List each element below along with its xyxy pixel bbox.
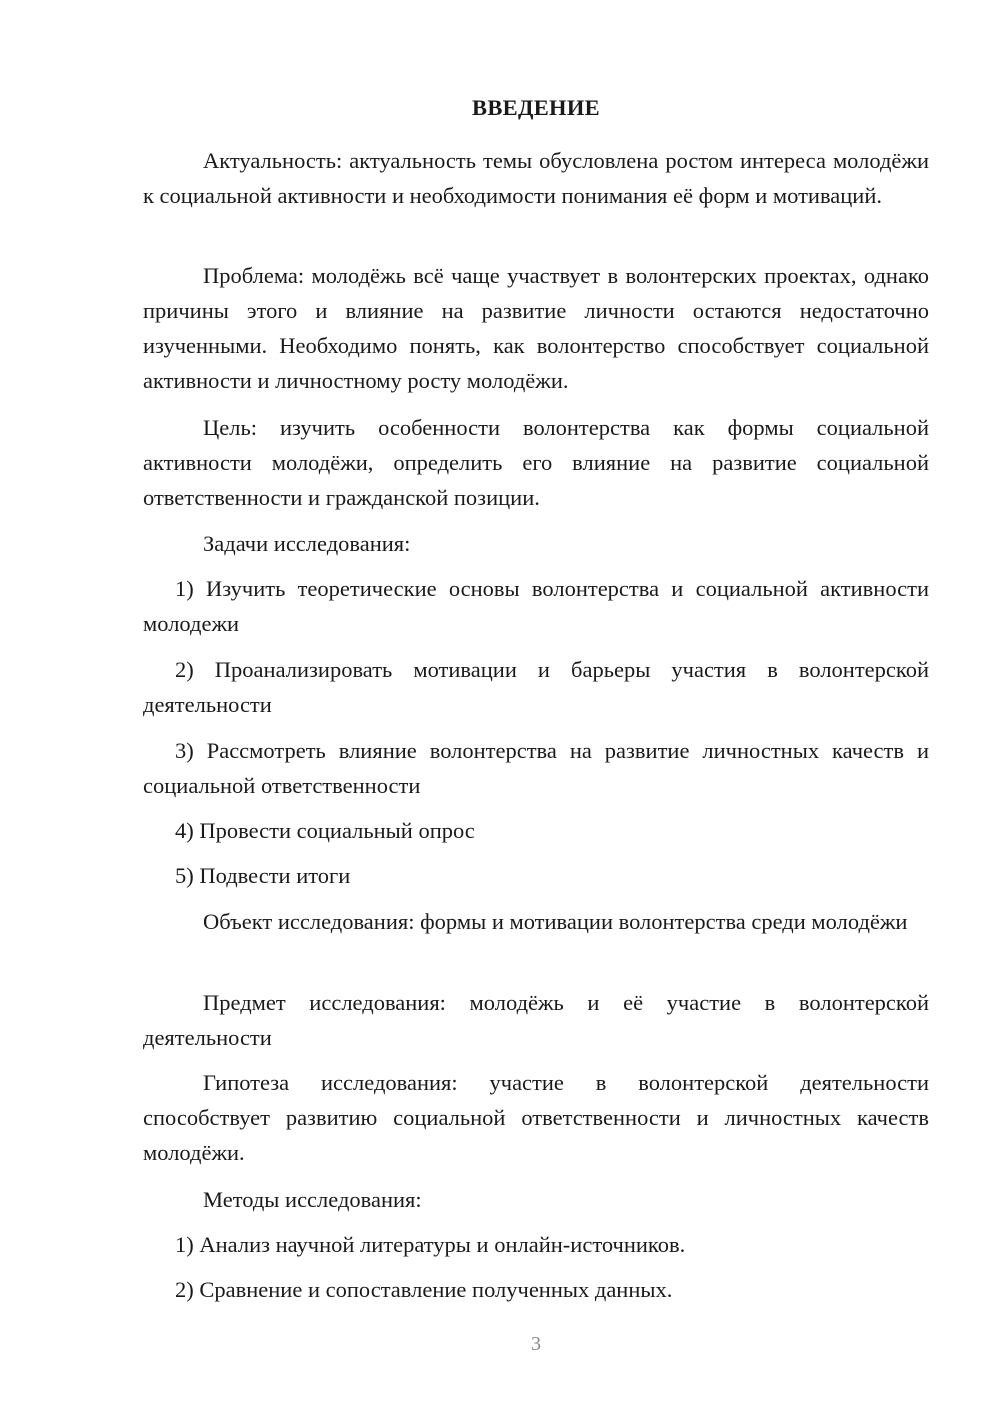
paragraph-relevance: Актуальность: актуальность темы обусловлена ростом интереса молодёжи к социальной активности и необходимости понимания её форм и мотиваций. — [143, 148, 929, 208]
method-item-1: 1) Анализ научной литературы и онлайн-источников. — [175, 1232, 686, 1257]
paragraph-hypothesis: Гипотеза исследования: участие в волонтерской деятельности способствует развитию социальной ответственности и личностных качеств молодёжи. — [143, 1070, 929, 1165]
paragraph-problem: Проблема: молодёжь всё чаще участвует в волонтерских проектах, однако причины этого и влияние на развитие личности остаются недостаточно изученными. Необходимо понять, как волонтерство способствует социальной активности и личностному росту молодёжи. — [143, 263, 929, 393]
page-number: 3 — [531, 1333, 541, 1355]
paragraph-object: Объект исследования: формы и мотивации волонтерства среди молодёжи — [203, 909, 908, 934]
paragraph-tasks-heading: Задачи исследования: — [203, 531, 411, 556]
task-item-5: 5) Подвести итоги — [175, 863, 351, 888]
paragraph-goal: Цель: изучить особенности волонтерства как формы социальной активности молодёжи, определить его влияние на развитие социальной ответственности и гражданской позиции. — [143, 415, 929, 510]
task-item-1: 1) Изучить теоретические основы волонтерства и социальной активности молодежи — [143, 576, 929, 636]
paragraph-methods-heading: Методы исследования: — [203, 1187, 422, 1212]
method-item-2: 2) Сравнение и сопоставление полученных данных. — [175, 1277, 673, 1302]
paragraph-subject: Предмет исследования: молодёжь и её участие в волонтерской деятельности — [143, 990, 929, 1050]
task-item-3: 3) Рассмотреть влияние волонтерства на развитие личностных качеств и социальной ответственности — [143, 738, 929, 798]
task-item-2: 2) Проанализировать мотивации и барьеры участия в волонтерской деятельности — [143, 657, 929, 717]
section-title: ВВЕДЕНИЕ — [472, 95, 600, 120]
task-item-4: 4) Провести социальный опрос — [175, 818, 475, 843]
